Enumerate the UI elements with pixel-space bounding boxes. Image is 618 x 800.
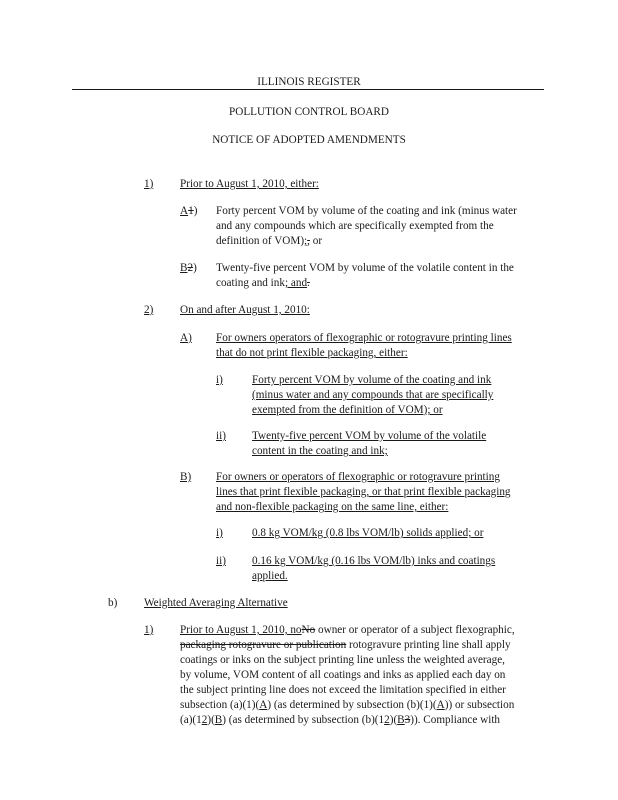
item-a2-A-ii-label: ii)	[216, 430, 226, 442]
item-a2-A-label: A)	[180, 332, 192, 344]
item-a2-B-ii-label: ii)	[216, 555, 226, 567]
item-a2-B-ii-line1: 0.16 kg VOM/kg (0.16 lbs VOM/lb) inks and coatings	[252, 555, 496, 567]
item-b1-line4: by volume, VOM content of all coatings and inks as applied each day on	[180, 669, 506, 681]
item-a2-B-ii-line2: applied.	[252, 570, 288, 582]
item-a1-B-line2: coating and ink; and.	[216, 277, 310, 289]
item-a2-A-ii-line1: Twenty-five percent VOM by volume of the volatile	[252, 430, 487, 442]
item-b-title: Weighted Averaging Alternative	[144, 597, 288, 609]
item-a2-A-ii-line2: content in the coating and ink;	[252, 445, 388, 457]
item-a1-B-label: B2)	[180, 262, 197, 274]
item-a2-label: 2)	[144, 304, 154, 316]
item-a2-A-i-line3: exempted from the definition of VOM); or	[252, 404, 443, 416]
item-a1-label: 1)	[144, 178, 154, 190]
notice-title: NOTICE OF ADOPTED AMENDMENTS	[212, 134, 406, 146]
board-title: POLLUTION CONTROL BOARD	[229, 106, 389, 118]
item-a1-A-line2: and any compounds which are specifically exempted from the	[216, 220, 494, 232]
item-a2-B-label: B)	[180, 471, 192, 483]
item-a2-B-i-text: 0.8 kg VOM/kg (0.8 lbs VOM/lb) solids applied; or	[252, 527, 484, 539]
item-a2-A-i-line1: Forty percent VOM by volume of the coating and ink	[252, 374, 492, 386]
item-a1-B-line1: Twenty-five percent VOM by volume of the volatile content in the	[216, 262, 514, 274]
item-a2-B-i-label: i)	[216, 527, 223, 539]
item-a2-A-i-label: i)	[216, 374, 223, 386]
item-a2-B-line2: lines that print flexible packaging, or that print flexible packaging	[216, 486, 511, 498]
item-b-label: b)	[108, 597, 118, 609]
item-b1-line1: Prior to August 1, 2010, noNo owner or operator of a subject flexographic,	[180, 624, 515, 636]
item-a2-A-line2: that do not print flexible packaging, either:	[216, 347, 408, 359]
item-a1-A-line1: Forty percent VOM by volume of the coating and ink (minus water	[216, 205, 517, 217]
header-rule	[72, 89, 544, 90]
item-a2-A-i-line2: (minus water and any compounds that are specifically	[252, 389, 494, 401]
item-b1-line7: (a)(12)(B) (as determined by subsection (b)(12)(B3)). Compliance with	[180, 714, 501, 726]
item-b1-line2: packaging rotogravure or publication rotogravure printing line shall apply	[180, 639, 511, 651]
item-a2-text: On and after August 1, 2010:	[180, 304, 310, 316]
register-title: ILLINOIS REGISTER	[257, 76, 361, 88]
item-a1-A-line3: definition of VOM);, or	[216, 235, 323, 247]
item-a2-B-line3: and non-flexible packaging on the same line, either:	[216, 501, 449, 513]
item-a2-A-line1: For owners operators of flexographic or rotogravure printing lines	[216, 332, 512, 344]
item-b1-line5: the subject printing line does not exceed the limitation specified in either	[180, 684, 506, 696]
item-b1-line6: subsection (a)(1)(A) (as determined by subsection (b)(1)(A)) or subsection	[180, 699, 515, 711]
item-b1-label: 1)	[144, 624, 154, 636]
item-a1-A-label: A1)	[180, 205, 198, 217]
item-a2-B-line1: For owners or operators of flexographic or rotogravure printing	[216, 471, 500, 483]
item-a1-text: Prior to August 1, 2010, either:	[180, 178, 319, 190]
item-b1-line3: coatings or inks on the subject printing line unless the weighted average,	[180, 654, 505, 666]
